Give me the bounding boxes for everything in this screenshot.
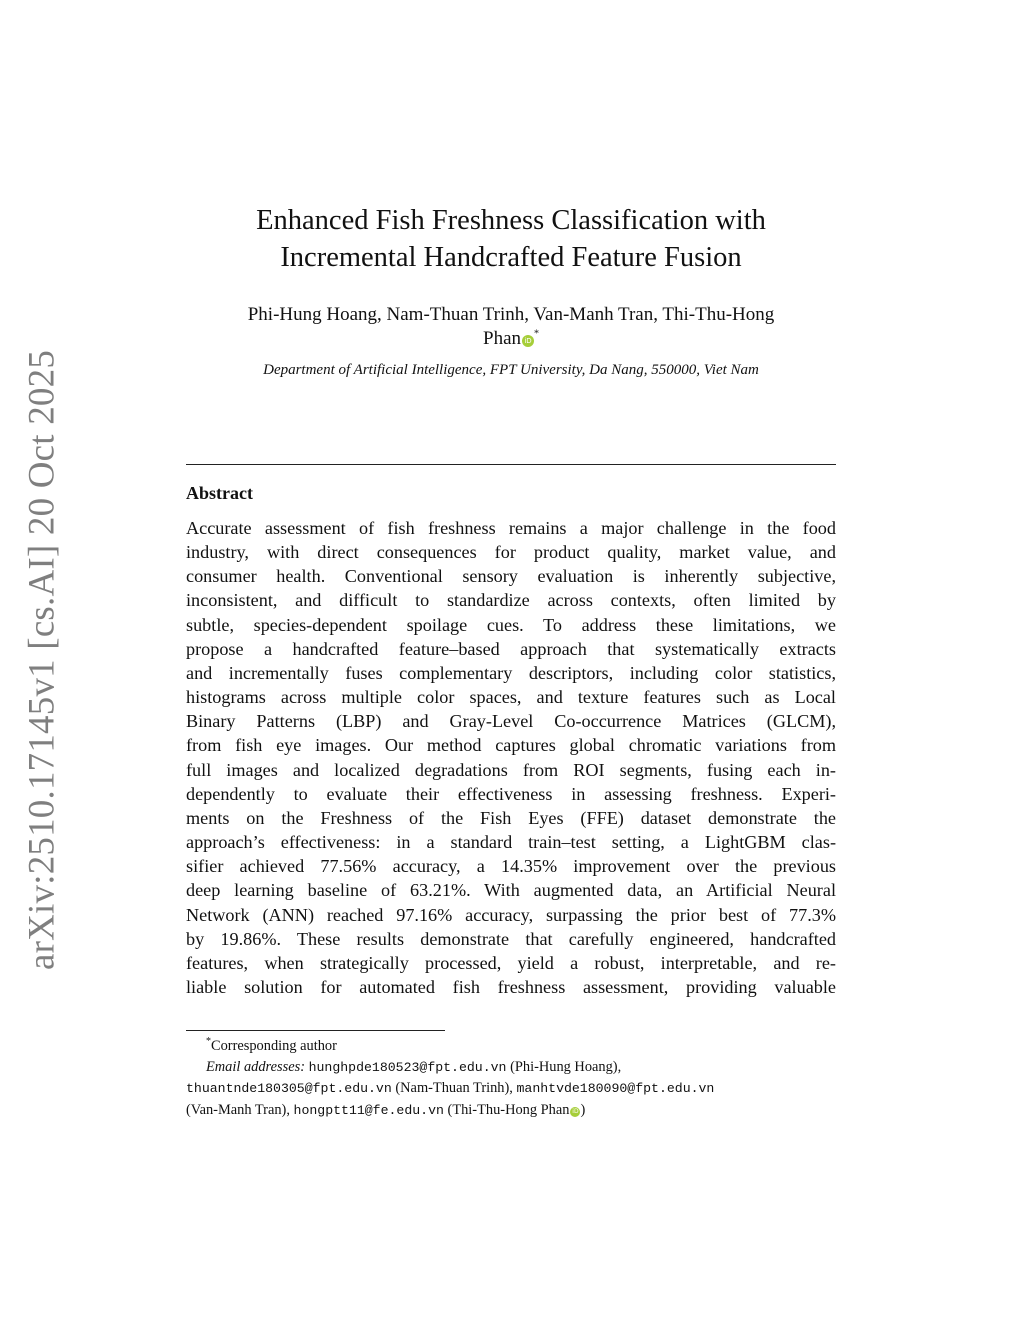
abstract-line: Accurate assessment of fish freshness remains a major challenge in the food [186,518,836,538]
email-link-trinh[interactable]: thuantnde180305@fpt.edu.vn [186,1081,392,1096]
abstract-line: approach’s effectiveness: in a standard train–test setting, a LightGBM clas- [186,832,836,853]
arxiv-identifier-stamp[interactable]: arXiv:2510.17145v1 [cs.AI] 20 Oct 2025 [21,349,63,971]
title-line-1: Enhanced Fish Freshness Classification with [256,205,766,236]
abstract-line: by 19.86%. These results demonstrate that carefully engineered, handcrafted [186,928,836,949]
footnote [186,1036,836,1121]
email-link-phan[interactable]: hongptt11@fe.edu.vn [293,1102,444,1118]
abstract-line: Network (ANN) reached 97.16% accuracy, surpassing the prior best of 77.3% [186,904,836,925]
title-line-2: Incremental Handcrafted Feature Fusion [280,242,742,273]
footnote-email-line-3 [186,1100,836,1122]
paper-title [186,202,836,276]
abstract-line: Binary Patterns (LBP) and Gray-Level Co-occurrence Matrices (GLCM), [186,711,836,732]
orcid-icon[interactable]: iD [522,335,534,347]
authors-line-2 [186,327,836,351]
authors-line-1: Phi-Hung Hoang, Nam-Thuan Trinh, Van-Manh Tran, Thi-Thu-Hong [247,304,775,325]
abstract-line: features, when strategically processed, yield a robust, interpretable, and re- [186,952,836,973]
abstract-line: deep learning baseline of 63.21%. With augmented data, an Artificial Neural [186,880,836,901]
footnote-rule [186,1030,445,1031]
footnote-email-line-2 [186,1078,836,1100]
abstract-line: full images and localized degradations from ROI segments, fusing each in- [186,759,836,780]
abstract-body [186,516,836,999]
abstract-line: ments on the Freshness of the Fish Eyes (FFE) dataset demonstrate the [186,807,836,828]
abstract-line: consumer health. Conventional sensory evaluation is inherently subjective, [186,566,836,587]
abstract-line: subtle, species-dependent spoilage cues. To address these limitations, we [186,614,836,635]
abstract-line: industry, with direct consequences for product quality, market value, and [186,542,836,563]
orcid-icon-footnote[interactable]: iD [572,1107,579,1115]
email-owner-trinh: (Nam-Thuan Trinh), [395,1080,513,1096]
email-owner-phan-close: ) [580,1101,586,1118]
affiliation: Department of Artificial Intelligence, FPT University, Da Nang, 550000, Viet Nam [263,362,759,378]
author-name-phan: Phan [483,328,521,349]
email-link-hoang[interactable]: hunghpde180523@fpt.edu.vn [308,1059,507,1075]
abstract-top-rule [186,464,836,465]
abstract-heading: Abstract [186,483,253,503]
abstract-line: histograms across multiple color spaces, and texture features such as Local [186,687,836,708]
corresponding-author-label: Corresponding author [211,1038,337,1054]
email-owner-phan: (Thi-Thu-Hong Phan [447,1101,570,1118]
corresponding-author-mark: * [534,328,539,340]
footnote-corresponding [186,1036,836,1057]
email-owner-tran: (Van-Manh Tran), [186,1101,290,1118]
abstract-line: sifier achieved 77.56% accuracy, a 14.35% improvement over the previous [186,856,836,877]
email-addresses-label: Email addresses: [206,1058,305,1075]
abstract-line: inconsistent, and difficult to standardize across contexts, often limited by [186,590,836,611]
footnote-star: * [206,1036,211,1048]
abstract-line: propose a handcrafted feature–based approach that systematically extracts [186,638,836,659]
abstract-line: liable solution for automated fish freshness assessment, providing valuable [186,976,836,997]
abstract-line: dependently to evaluate their effectiveness in assessing freshness. Experi- [186,783,836,804]
abstract-line: from fish eye images. Our method captures global chromatic variations from [186,735,836,756]
author-list [186,303,836,351]
abstract-line: and incrementally fuses complementary descriptors, including color statistics, [186,662,836,683]
footnote-email-line-1 [186,1057,836,1079]
email-owner-hoang: (Phi-Hung Hoang), [510,1058,622,1075]
email-link-tran[interactable]: manhtvde180090@fpt.edu.vn [516,1081,715,1096]
